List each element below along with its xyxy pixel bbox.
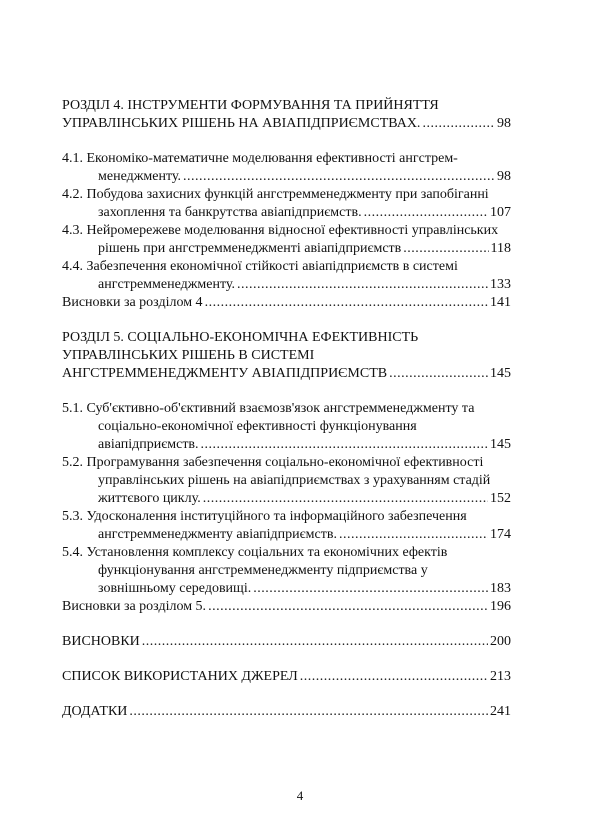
toc-entry-line	[62, 472, 511, 490]
toc-entry-title: ДОДАТКИ	[62, 704, 128, 719]
toc-entry-title: 4.2. Побудова захисних функцій ангстремменеджменту при запобіганні	[62, 187, 489, 202]
toc-entry-line	[62, 276, 511, 294]
spacer	[62, 651, 511, 668]
toc-entry-line	[62, 222, 511, 240]
toc-entry-line	[62, 508, 511, 526]
toc-entry-title: зовнішньому середовищі.	[98, 581, 252, 596]
toc-entry-title: ВИСНОВКИ	[62, 634, 140, 649]
toc-page-number: 98	[497, 116, 511, 131]
toc-entry-title: функціонування ангстремменеджменту підприємства у	[98, 563, 428, 578]
toc-entry-title: РОЗДІЛ 5. СОЦІАЛЬНО-ЕКОНОМІЧНА ЕФЕКТИВНІСТЬ	[62, 330, 419, 345]
toc-entry-line	[62, 97, 511, 115]
toc-entry-line	[62, 186, 511, 204]
dot-leader	[403, 240, 488, 258]
toc-entry-line	[62, 454, 511, 472]
toc-entry-sub[interactable]	[62, 258, 511, 294]
toc-entry-line	[62, 347, 511, 365]
toc-page-number: 107	[490, 205, 511, 220]
toc-entry-title: 4.4. Забезпечення економічної стійкості авіапідприємств в системі	[62, 259, 458, 274]
toc-entry-title: 4.3. Нейромережеве моделювання відносної ефективності управлінських	[62, 223, 499, 238]
toc-entry-title: Висновки за розділом 5.	[62, 599, 207, 614]
toc-entry-title: ангстремменеджменту.	[98, 277, 236, 292]
toc-entry-title: АНГСТРЕММЕНЕДЖМЕНТУ АВІАПІДПРИЄМСТВ	[62, 366, 388, 381]
toc-entry-title: управлінських рішень на авіапідприємствах з урахуванням стадій	[98, 473, 491, 488]
toc-entry-title: життєвого циклу.	[98, 491, 201, 506]
toc-entry-line	[62, 580, 511, 598]
toc-entry-line	[62, 668, 511, 686]
dot-leader	[142, 633, 488, 651]
toc-entry-line	[62, 294, 511, 312]
toc-entry-sub[interactable]	[62, 508, 511, 544]
toc-entry-title: Висновки за розділом 4	[62, 295, 203, 310]
toc-entry-line	[62, 598, 511, 616]
toc-entry-sub[interactable]	[62, 222, 511, 258]
dot-leader	[129, 703, 488, 721]
toc-entry-line	[62, 544, 511, 562]
toc-page-number: 118	[490, 241, 511, 256]
toc-entry-line	[62, 633, 511, 651]
toc-page-number: 200	[490, 634, 511, 649]
toc-page-number: 141	[490, 295, 511, 310]
spacer	[62, 616, 511, 633]
dot-leader	[339, 526, 488, 544]
toc-entry-title: РОЗДІЛ 4. ІНСТРУМЕНТИ ФОРМУВАННЯ ТА ПРИЙНЯТТЯ	[62, 98, 439, 113]
spacer	[62, 686, 511, 703]
toc-entry-final[interactable]	[62, 633, 511, 651]
dot-leader	[208, 598, 488, 616]
toc-entry-line	[62, 204, 511, 222]
spacer	[62, 383, 511, 400]
toc-entry-line	[62, 258, 511, 276]
dot-leader	[203, 490, 488, 508]
toc-entry-line	[62, 150, 511, 168]
toc-entry-title: СПИСОК ВИКОРИСТАНИХ ДЖЕРЕЛ	[62, 669, 298, 684]
toc-page-number: 196	[490, 599, 511, 614]
toc-entry-title: 4.1. Економіко-математичне моделювання ефективності ангстрем-	[62, 151, 458, 166]
dot-leader	[422, 115, 495, 133]
dot-leader	[253, 580, 488, 598]
toc-entry-title: менеджменту.	[98, 169, 181, 184]
toc-entry-title: захоплення та банкрутства авіапідприємств.	[98, 205, 362, 220]
toc-entry-title: авіапідприємств.	[98, 437, 199, 452]
toc-entry-sub[interactable]	[62, 150, 511, 186]
toc-entry-concl[interactable]	[62, 294, 511, 312]
toc-page-number: 241	[490, 704, 511, 719]
toc-entry-sub[interactable]	[62, 400, 511, 454]
toc-page-number: 145	[490, 366, 511, 381]
dot-leader	[300, 668, 488, 686]
toc-entry-line	[62, 418, 511, 436]
toc-entry-title: рішень при ангстремменеджменті авіапідприємств	[98, 241, 402, 256]
toc-entry-chapter[interactable]	[62, 329, 511, 383]
toc-entry-title: УПРАВЛІНСЬКИХ РІШЕНЬ НА АВІАПІДПРИЄМСТВАХ.	[62, 116, 421, 131]
toc-entry-final[interactable]	[62, 668, 511, 686]
toc-entry-chapter[interactable]	[62, 97, 511, 133]
toc-page-number: 145	[490, 437, 511, 452]
toc-entry-line	[62, 400, 511, 418]
dot-leader	[205, 294, 488, 312]
toc-entry-line	[62, 115, 511, 133]
page-number: 4	[296, 788, 304, 803]
toc-entry-line	[62, 526, 511, 544]
toc-page-number: 98	[497, 169, 511, 184]
toc-page-number: 174	[490, 527, 511, 542]
toc-entry-final[interactable]	[62, 703, 511, 721]
toc-entry-line	[62, 436, 511, 454]
toc-entry-sub[interactable]	[62, 544, 511, 598]
toc-entry-line	[62, 168, 511, 186]
table-of-contents	[62, 97, 511, 721]
toc-entry-title: УПРАВЛІНСЬКИХ РІШЕНЬ В СИСТЕМІ	[62, 348, 315, 363]
dot-leader	[183, 168, 495, 186]
toc-entry-sub[interactable]	[62, 454, 511, 508]
toc-page-number: 133	[490, 277, 511, 292]
toc-entry-title: соціально-економічної ефективності функціонування	[98, 419, 417, 434]
dot-leader	[237, 276, 488, 294]
toc-entry-line	[62, 490, 511, 508]
toc-entry-title: 5.3. Удосконалення інституційного та інформаційного забезпечення	[62, 509, 467, 524]
spacer	[62, 312, 511, 329]
toc-entry-sub[interactable]	[62, 186, 511, 222]
spacer	[62, 133, 511, 150]
toc-entry-line	[62, 365, 511, 383]
toc-entry-line	[62, 329, 511, 347]
toc-entry-line	[62, 240, 511, 258]
toc-entry-concl[interactable]	[62, 598, 511, 616]
toc-page-number: 213	[490, 669, 511, 684]
toc-entry-line	[62, 562, 511, 580]
dot-leader	[364, 204, 488, 222]
dot-leader	[201, 436, 488, 454]
toc-page-number: 183	[490, 581, 511, 596]
toc-entry-title: 5.2. Програмування забезпечення соціально-економічної ефективності	[62, 455, 484, 470]
dot-leader	[389, 365, 488, 383]
toc-entry-title: ангстремменеджменту авіапідприємств.	[98, 527, 337, 542]
toc-entry-line	[62, 703, 511, 721]
toc-entry-title: 5.1. Суб'єктивно-об'єктивний взаємозв'язок ангстремменеджменту та	[62, 401, 475, 416]
toc-entry-title: 5.4. Установлення комплексу соціальних та економічних ефектів	[62, 545, 448, 560]
toc-page-number: 152	[490, 491, 511, 506]
